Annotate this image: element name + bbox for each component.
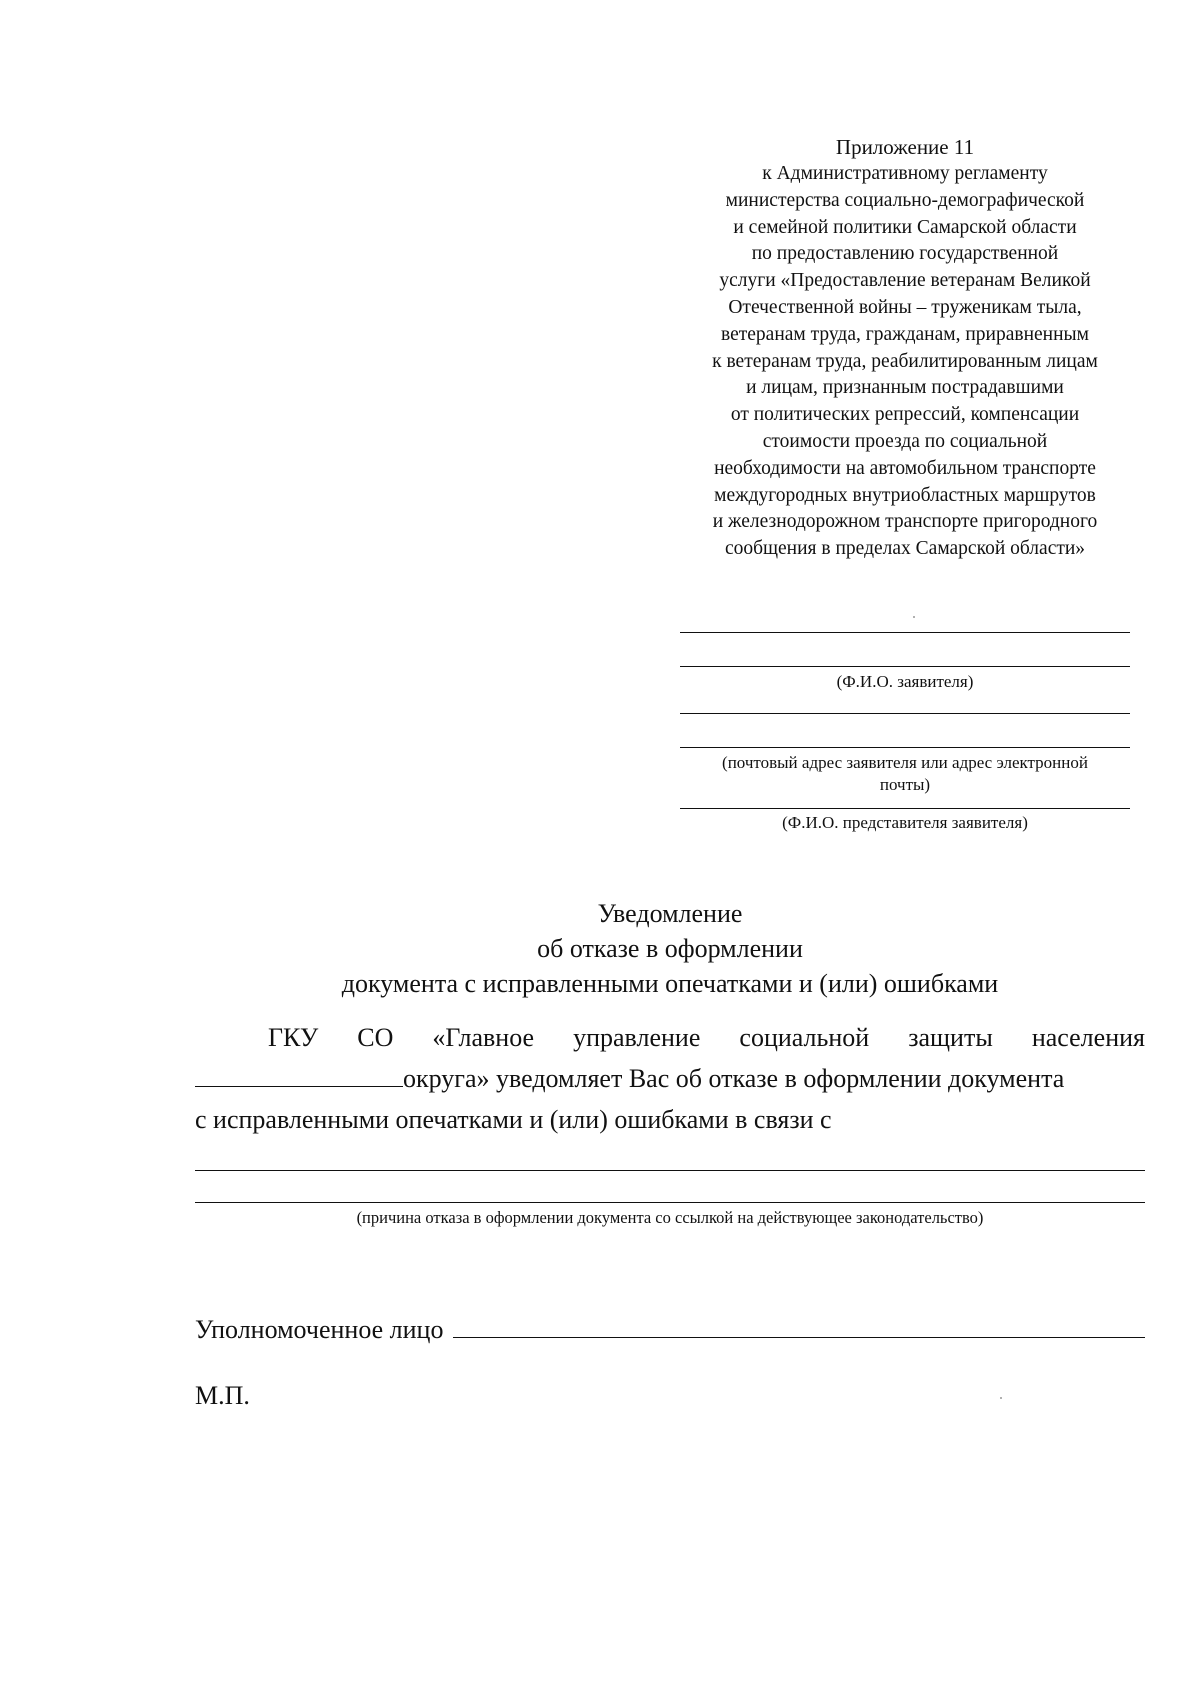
appendix-line: к ветеранам труда, реабилитированным лицам bbox=[712, 350, 1098, 372]
representative-line bbox=[680, 808, 1130, 809]
notice-heading bbox=[200, 896, 1140, 1001]
appendix-header bbox=[660, 133, 1150, 563]
appendix-line: по предоставлению государственной bbox=[751, 243, 1059, 265]
appendix-line: сообщения в пределах Самарской области» bbox=[724, 538, 1086, 560]
stamp-label: М.П. bbox=[195, 1381, 250, 1410]
address-line-1 bbox=[680, 713, 1130, 714]
appendix-line: министерства социально-демографической bbox=[725, 189, 1085, 211]
heading-line3: документа с исправленными опечатками и (или) ошибками bbox=[341, 969, 999, 998]
appendix-line: и семейной политики Самарской области bbox=[733, 216, 1077, 238]
appendix-line: стоимости проезда по социальной bbox=[762, 430, 1048, 452]
reason-line-2 bbox=[195, 1202, 1145, 1203]
address-line-2 bbox=[680, 747, 1130, 748]
district-blank bbox=[195, 1062, 403, 1087]
heading-line1: Уведомление bbox=[597, 899, 743, 928]
reason-caption: (причина отказа в оформлении документа со ссылкой на действующее законодательство) bbox=[356, 1208, 984, 1227]
appendix-line: от политических репрессий, компенсации bbox=[730, 404, 1080, 426]
heading-line2: об отказе в оформлении bbox=[537, 934, 803, 963]
applicant-name-line-2 bbox=[680, 666, 1130, 667]
appendix-line: и железнодорожном транспорте пригородного bbox=[712, 511, 1098, 533]
appendix-line: услуги «Предоставление ветеранам Великой bbox=[719, 270, 1091, 292]
reason-line-1 bbox=[195, 1170, 1145, 1171]
authorized-person-label: Уполномоченное лицо bbox=[195, 1315, 444, 1344]
appendix-line: необходимости на автомобильном транспорте bbox=[714, 457, 1096, 479]
body-line2 bbox=[195, 1058, 1145, 1099]
applicant-name-caption: (Ф.И.О. заявителя) bbox=[836, 672, 974, 691]
body-line1: ГКУ СО «Главное управление социальной защиты населения bbox=[268, 1023, 1145, 1052]
appendix-line: междугородных внутриобластных маршрутов bbox=[714, 484, 1096, 506]
applicant-name-line-1 bbox=[680, 632, 1130, 633]
address-caption-line1: (почтовый адрес заявителя или адрес электронной bbox=[722, 753, 1088, 772]
address-caption-line2: почты) bbox=[879, 775, 931, 794]
body-line2-text: округа» уведомляет Вас об отказе в оформлении документа bbox=[403, 1064, 1065, 1093]
appendix-line: Отечественной войны – труженикам тыла, bbox=[728, 296, 1082, 318]
appendix-line: и лицам, признанным пострадавшими bbox=[746, 377, 1064, 399]
appendix-line: к Административному регламенту bbox=[762, 163, 1048, 184]
notice-body bbox=[195, 1017, 1145, 1140]
scan-speck bbox=[1000, 1397, 1002, 1399]
appendix-title: Приложение 11 bbox=[835, 135, 975, 159]
appendix-line: ветеранам труда, гражданам, приравненным bbox=[720, 323, 1089, 345]
address-caption bbox=[680, 752, 1130, 796]
signature-block bbox=[195, 1310, 1145, 1350]
representative-caption: (Ф.И.О. представителя заявителя) bbox=[782, 813, 1028, 832]
signature-row bbox=[195, 1310, 1145, 1350]
signature-line bbox=[453, 1311, 1145, 1338]
refusal-reason bbox=[195, 1170, 1145, 1229]
body-line3: с исправленными опечатками и (или) ошибками в связи с bbox=[195, 1105, 832, 1134]
applicant-fields bbox=[680, 600, 1130, 834]
